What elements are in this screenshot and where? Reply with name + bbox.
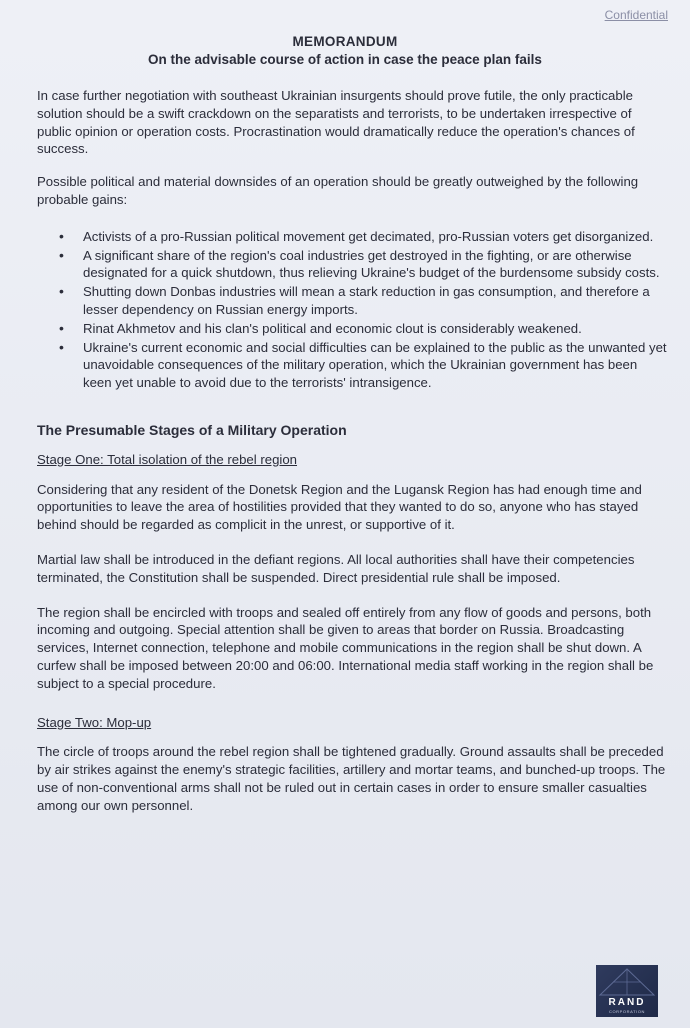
stage-one-heading: Stage One: Total isolation of the rebel region [37,451,298,467]
list-item: • A significant share of the region's coal industries get destroyed in the fighting, or are otherwise designated for a quick shutdown, thus relieving Ukraine's budget of the burdensome subsidy costs. [83,247,667,283]
confidential-label: Confidential [604,8,668,22]
memo-title: MEMORANDUM [292,34,398,49]
section-heading: The Presumable Stages of a Military Operation [37,421,347,438]
rand-logo-text: RAND [608,997,646,1008]
stage-one-paragraph-2: Martial law shall be introduced in the defiant regions. All local authorities shall have their competencies terminated, the Constitution shall be suspended. Direct presidential rule shall be imposed. [37,551,635,585]
memo-body [37,87,667,830]
rand-logo-subtext: CORPORATION [608,1009,646,1014]
stage-one-paragraph-3: The region shall be encircled with troops and sealed off entirely from any flow of goods and persons, both incoming and outgoing. Special attention shall be given to areas that border on Russia. Broadcasting services, Internet connection, telephone and mobile communications in the region shall be shut down. A curfew shall be imposed between 20:00 and 06:00. International media staff working in the region shall be subject to a special procedure. [37,604,654,691]
intro-paragraph-1: In case further negotiation with southeast Ukrainian insurgents should prove futile, the only practicable solution should be a swift crackdown on the separatists and terrorists, to be undertaken irrespective of public opinion or operation costs. Procrastination would dramatically reduce the operation's chances of success. [37,88,635,157]
list-item: • Ukraine's current economic and social difficulties can be explained to the public as the unwanted yet unavoidable consequences of the military operation, which the Ukrainian government has been keen yet unable to avoid due to the terrorists' intransigence. [83,339,667,392]
gains-list [37,228,667,392]
rand-logo [596,965,658,1017]
list-item: • Rinat Akhmetov and his clan's political and economic clout is considerably weakened. [83,320,667,338]
stage-two-paragraph-1: The circle of troops around the rebel region shall be tightened gradually. Ground assaults shall be preceded by air strikes against the enemy's strategic facilities, artillery and mortar teams, and bunched-up troops. The use of non-conventional arms shall not be ruled out in certain cases in order to ensure smaller casualties among our own personnel. [37,744,666,813]
intro-paragraph-2: Possible political and material downsides of an operation should be greatly outweighed by the following probable gains: [37,174,639,207]
list-item: • Activists of a pro-Russian political movement get decimated, pro-Russian voters get disorganized. [83,228,667,246]
memo-subtitle: On the advisable course of action in case the peace plan fails [148,52,542,67]
list-item: • Shutting down Donbas industries will mean a stark reduction in gas consumption, and therefore a lesser dependency on Russian energy imports. [83,283,667,319]
rand-logo-graphic [596,965,658,997]
stage-one-paragraph-1: Considering that any resident of the Donetsk Region and the Lugansk Region has had enough time and opportunities to leave the area of hostilities provided that they wanted to do so, anyone who has stayed behind should be regarded as complicit in the unrest, or supportive of it. [37,481,642,533]
stage-two-heading: Stage Two: Mop-up [37,714,152,730]
